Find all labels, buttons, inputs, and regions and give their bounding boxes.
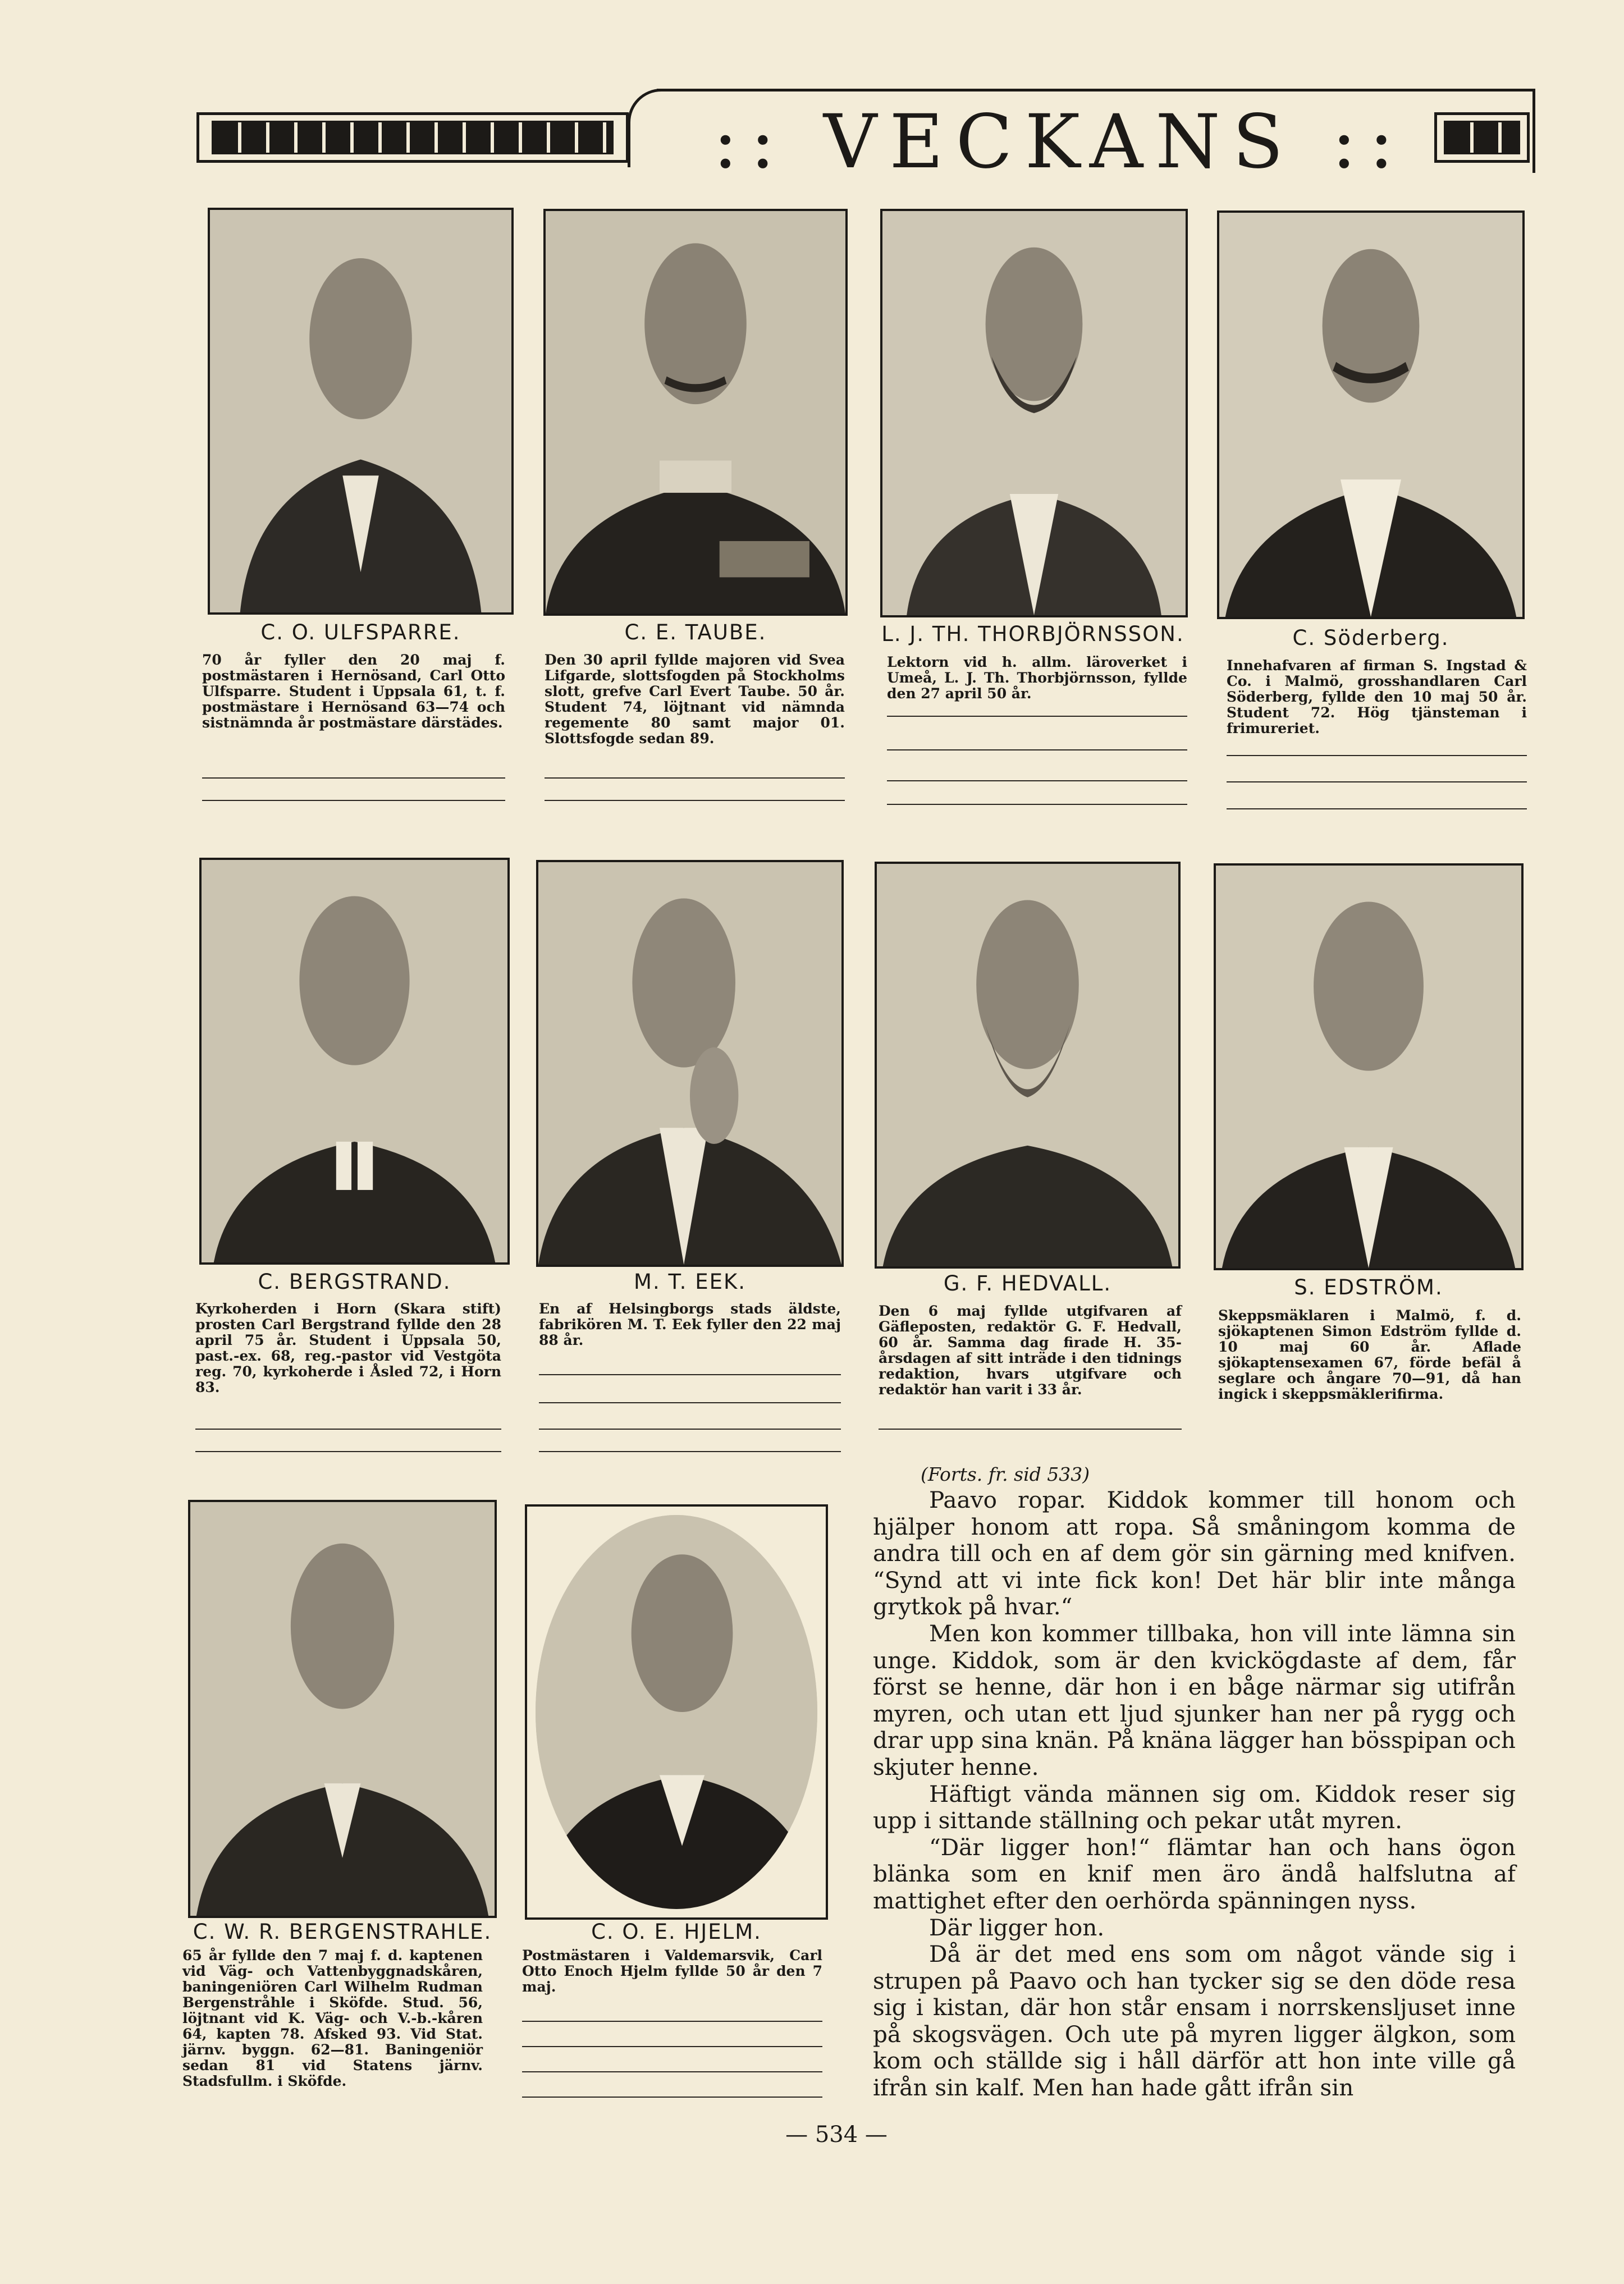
person-name: C. O. E. HJELM. [591,1920,762,1944]
divider [887,716,1187,717]
divider [522,2021,822,2022]
person-caption: Innehafvaren af firman S. Ingstad & Co. i Malmö, grosshandlaren Carl Söderberg, fyllde den 10 maj 50 år. Student 72. Hög tjänsteman i frimureriet. [1227,657,1527,736]
person-caption: Skeppsmäklaren i Malmö, f. d. sjökaptenen Simon Edström fyllde d. 10 maj 60 år. Aflade sjökaptensexamen 67, förde befäl å seglare och ångare 70—91, då han ingick i skeppsmäklerifirma. [1218,1307,1521,1402]
person-caption: 65 år fyllde den 7 maj f. d. kaptenen vid Väg- och Vattenbyggnadskåren, baningeniören Carl Wilhelm Rudman Bergenstråhle i Sköfde. Stud. 56, löjtnant vid K. Väg- och V.-b.-kåren 64, kapten 78. Afsked 93. Vid Stat. järnv. byggn. 62—81. Baningeniör sedan 81 vid Statens järnv. Stadsfullm. i Sköfde. [182,1947,483,2089]
divider [539,1451,841,1452]
person-name: L. J. TH. THORBJÖRNSSON. [881,622,1184,646]
person-caption: Den 6 maj fyllde utgifvaren af Gäfleposten, redaktör G. F. Hedvall, 60 år. Samma dag firade H. 35-årsdagen af sitt inträde i den tidnings redaktion, hvars utgifvare och redaktör han varit i 33 år. [879,1303,1182,1398]
page-number: — 534 — [785,2122,888,2148]
person-caption: Postmästaren i Valdemarsvik, Carl Otto Enoch Hjelm fyllde 50 år den 7 maj. [522,1947,822,1995]
page-title: :: VECKANS :: [713,99,1407,185]
portrait-photo [536,860,844,1267]
portrait-photo [188,1500,497,1918]
divider [539,1429,841,1430]
divider [1227,755,1527,756]
portrait-photo [1217,210,1525,619]
person-name: G. F. HEDVALL. [943,1271,1112,1296]
story-text [873,1462,1516,2102]
portrait-photo [199,858,510,1265]
divider [887,749,1187,750]
divider [202,777,505,779]
divider [522,2046,822,2047]
story-paragraph: Paavo ropar. Kiddok kommer till honom och hjälper honom att ropa. Så småningom komma de andra till och en af dem gör sin gärning med knifven. “Synd att vi inte fick kon! Det här blir inte många grytkok på hvar.“ [873,1486,1516,1621]
person-name: S. EDSTRÖM. [1294,1275,1443,1299]
divider [539,1402,841,1403]
header-ornament-right [1434,112,1530,163]
divider [879,1429,1182,1430]
portrait-frame [525,1504,828,1920]
header-rule-side [1532,89,1535,173]
person-caption: En af Helsingborgs stads äldste, fabrikören M. T. Eek fyller den 22 maj 88 år. [539,1301,841,1348]
person-name: C. Söderberg. [1292,626,1449,650]
divider [545,777,845,779]
divider [195,1429,501,1430]
portrait-photo [875,862,1181,1269]
divider [887,804,1187,805]
portrait-photo [536,1515,817,1909]
story-paragraph: “Där ligger hon!“ flämtar han och hans ögon blänka som en knif men äro ändå halfslutna af mattighet efter den oerhörda spänningen nyss. [873,1833,1516,1914]
person-name: C. O. ULFSPARRE. [260,620,461,644]
divider [539,1374,841,1375]
portrait-photo [208,208,514,615]
person-caption: Kyrkoherden i Horn (Skara stift) prosten Carl Bergstrand fyllde den 28 april 75 år. Student i Uppsala 50, past.-ex. 68, reg.-pastor vid Vestgöta reg. 70, kyrkoherde i Åsled 72, i Horn 83. [195,1301,501,1395]
person-name: C. E. TAUBE. [624,620,767,644]
story-paragraph: Då är det med ens som om något vände sig i strupen på Paavo och han tycker sig se den döde resa sig i kistan, där hon står ensam i norrskensljuset inne på skogsvägen. Och ute på myren ligger älgkon, som kom och ställde sig i håll därför att hon inte ville gå ifrån sin kalf. Men han hade gått ifrån sin [873,1940,1516,2102]
divider [522,2097,822,2098]
header-ornament-left [196,112,629,163]
header-curve [628,89,661,167]
divider [202,800,505,801]
divider [522,2071,822,2072]
portrait-photo [543,209,848,616]
story-paragraph: Men kon kommer tillbaka, hon vill inte lämna sin unge. Kiddok, som är den kvickögdaste af dem, får först se henne, där hon i en båge närmar sig utifrån myren, och utan ett ljud sjunker han ner på rygg och drar upp sina knän. På knäna lägger han bösspipan och skjuter henne. [873,1619,1516,1780]
person-name: C. W. R. BERGENSTRAHLE. [193,1920,492,1944]
continued-note: (Forts. fr. sid 533) [921,1463,1090,1485]
person-caption: Den 30 april fyllde majoren vid Svea Lifgarde, slottsfogden på Stockholms slott, grefve Carl Evert Taube. 50 år. Student 74, löjtnant vid nämnda regemente 80 samt major 01. Slottsfogde sedan 89. [545,652,845,747]
person-name: M. T. EEK. [634,1270,746,1294]
person-caption: 70 år fyller den 20 maj f. postmästaren i Hernösand, Carl Otto Ulfsparre. Student i Uppsala 61, t. f. postmästare i Hernösand 63—74 och sistnämnda år postmästare därstädes. [202,652,505,731]
portrait-photo [880,209,1188,617]
story-paragraph: Där ligger hon. [929,1914,1105,1941]
person-caption: Lektorn vid h. allm. läroverket i Umeå, L. J. Th. Thorbjörnsson, fyllde den 27 april 50 år. [887,654,1187,702]
header-rule [657,89,1535,91]
divider [887,780,1187,781]
divider [1227,781,1527,782]
portrait-photo [1214,863,1524,1270]
story-paragraph: Häftigt vända männen sig om. Kiddok reser sig upp i sittande ställning och pekar utåt myren. [873,1780,1516,1834]
divider [195,1451,501,1452]
divider [1227,808,1527,809]
person-name: C. BERGSTRAND. [258,1270,451,1294]
divider [545,800,845,801]
